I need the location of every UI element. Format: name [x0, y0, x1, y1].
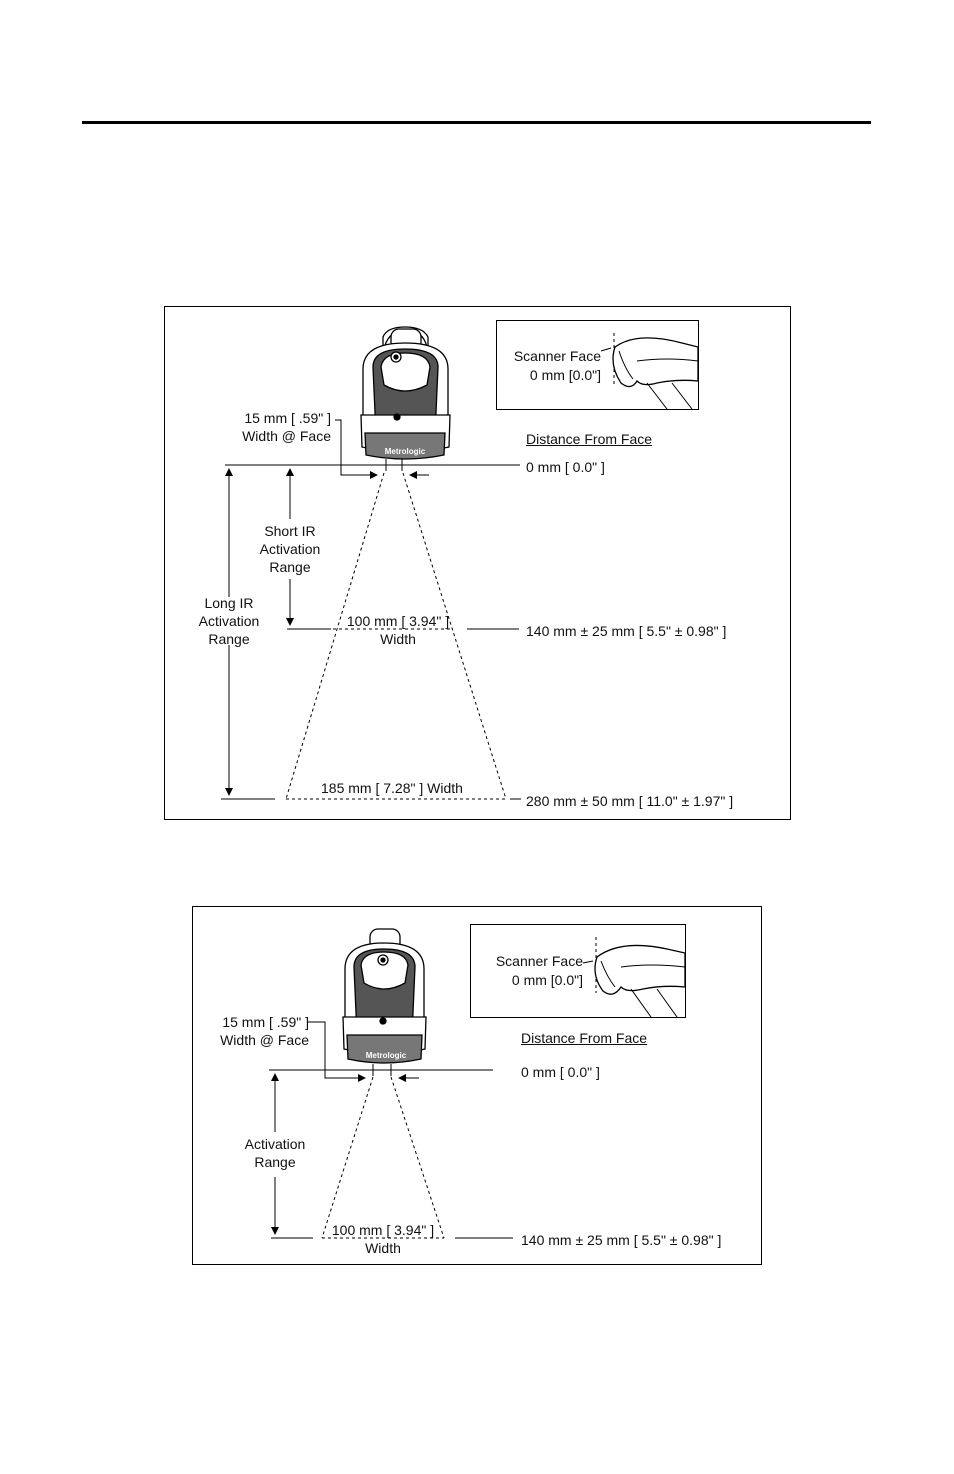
- header-rule: [82, 121, 871, 124]
- scanner-face-value: 0 mm [0.0"]: [529, 367, 601, 383]
- figure-long-range: [164, 306, 791, 820]
- scanner-face-label: Scanner Face: [513, 348, 601, 364]
- scanner-logo: Metrologic: [365, 1051, 407, 1060]
- range-line1: Activation: [244, 1136, 306, 1152]
- short-range-line1: Short IR: [264, 523, 316, 539]
- scanner-face-label: Scanner Face: [495, 953, 583, 969]
- face-width-caption: Width @ Face: [242, 428, 331, 444]
- mid-width-value: 100 mm [ 3.94" ]: [331, 1222, 435, 1238]
- distance-140mm: 140 mm ± 25 mm [ 5.5" ± 0.98" ]: [521, 1232, 722, 1248]
- face-width-value: 15 mm [ .59" ]: [222, 1014, 309, 1030]
- scanner-icon: [343, 929, 426, 1063]
- scanner-face-inset: [496, 320, 699, 410]
- short-range-line3: Range: [269, 559, 311, 575]
- figure-standard-range: [192, 906, 762, 1265]
- distance-0mm: 0 mm [ 0.0" ]: [526, 459, 605, 475]
- long-range-line3: Range: [208, 631, 250, 647]
- mid-width-value: 100 mm [ 3.94" ]: [346, 613, 450, 629]
- scanner-logo: Metrologic: [384, 447, 426, 456]
- long-range-line2: Activation: [198, 613, 260, 629]
- mid-width-caption: Width: [380, 631, 416, 647]
- far-width-value: 185 mm [ 7.28" ] Width: [321, 780, 463, 796]
- distance-from-face-heading: Distance From Face: [526, 431, 653, 447]
- distance-280mm: 280 mm ± 50 mm [ 11.0" ± 1.97" ]: [526, 793, 734, 809]
- scanner-icon: [361, 327, 450, 459]
- short-range-line2: Activation: [259, 541, 321, 557]
- scanner-face-value: 0 mm [0.0"]: [511, 972, 583, 988]
- scanner-face-inset: [470, 924, 686, 1018]
- distance-from-face-heading: Distance From Face: [521, 1030, 648, 1046]
- range-line2: Range: [254, 1154, 296, 1170]
- long-range-line1: Long IR: [204, 595, 254, 611]
- face-width-caption: Width @ Face: [220, 1032, 309, 1048]
- distance-0mm: 0 mm [ 0.0" ]: [521, 1064, 600, 1080]
- distance-140mm: 140 mm ± 25 mm [ 5.5" ± 0.98" ]: [526, 623, 727, 639]
- mid-width-caption: Width: [365, 1240, 401, 1256]
- face-width-value: 15 mm [ .59" ]: [244, 410, 331, 426]
